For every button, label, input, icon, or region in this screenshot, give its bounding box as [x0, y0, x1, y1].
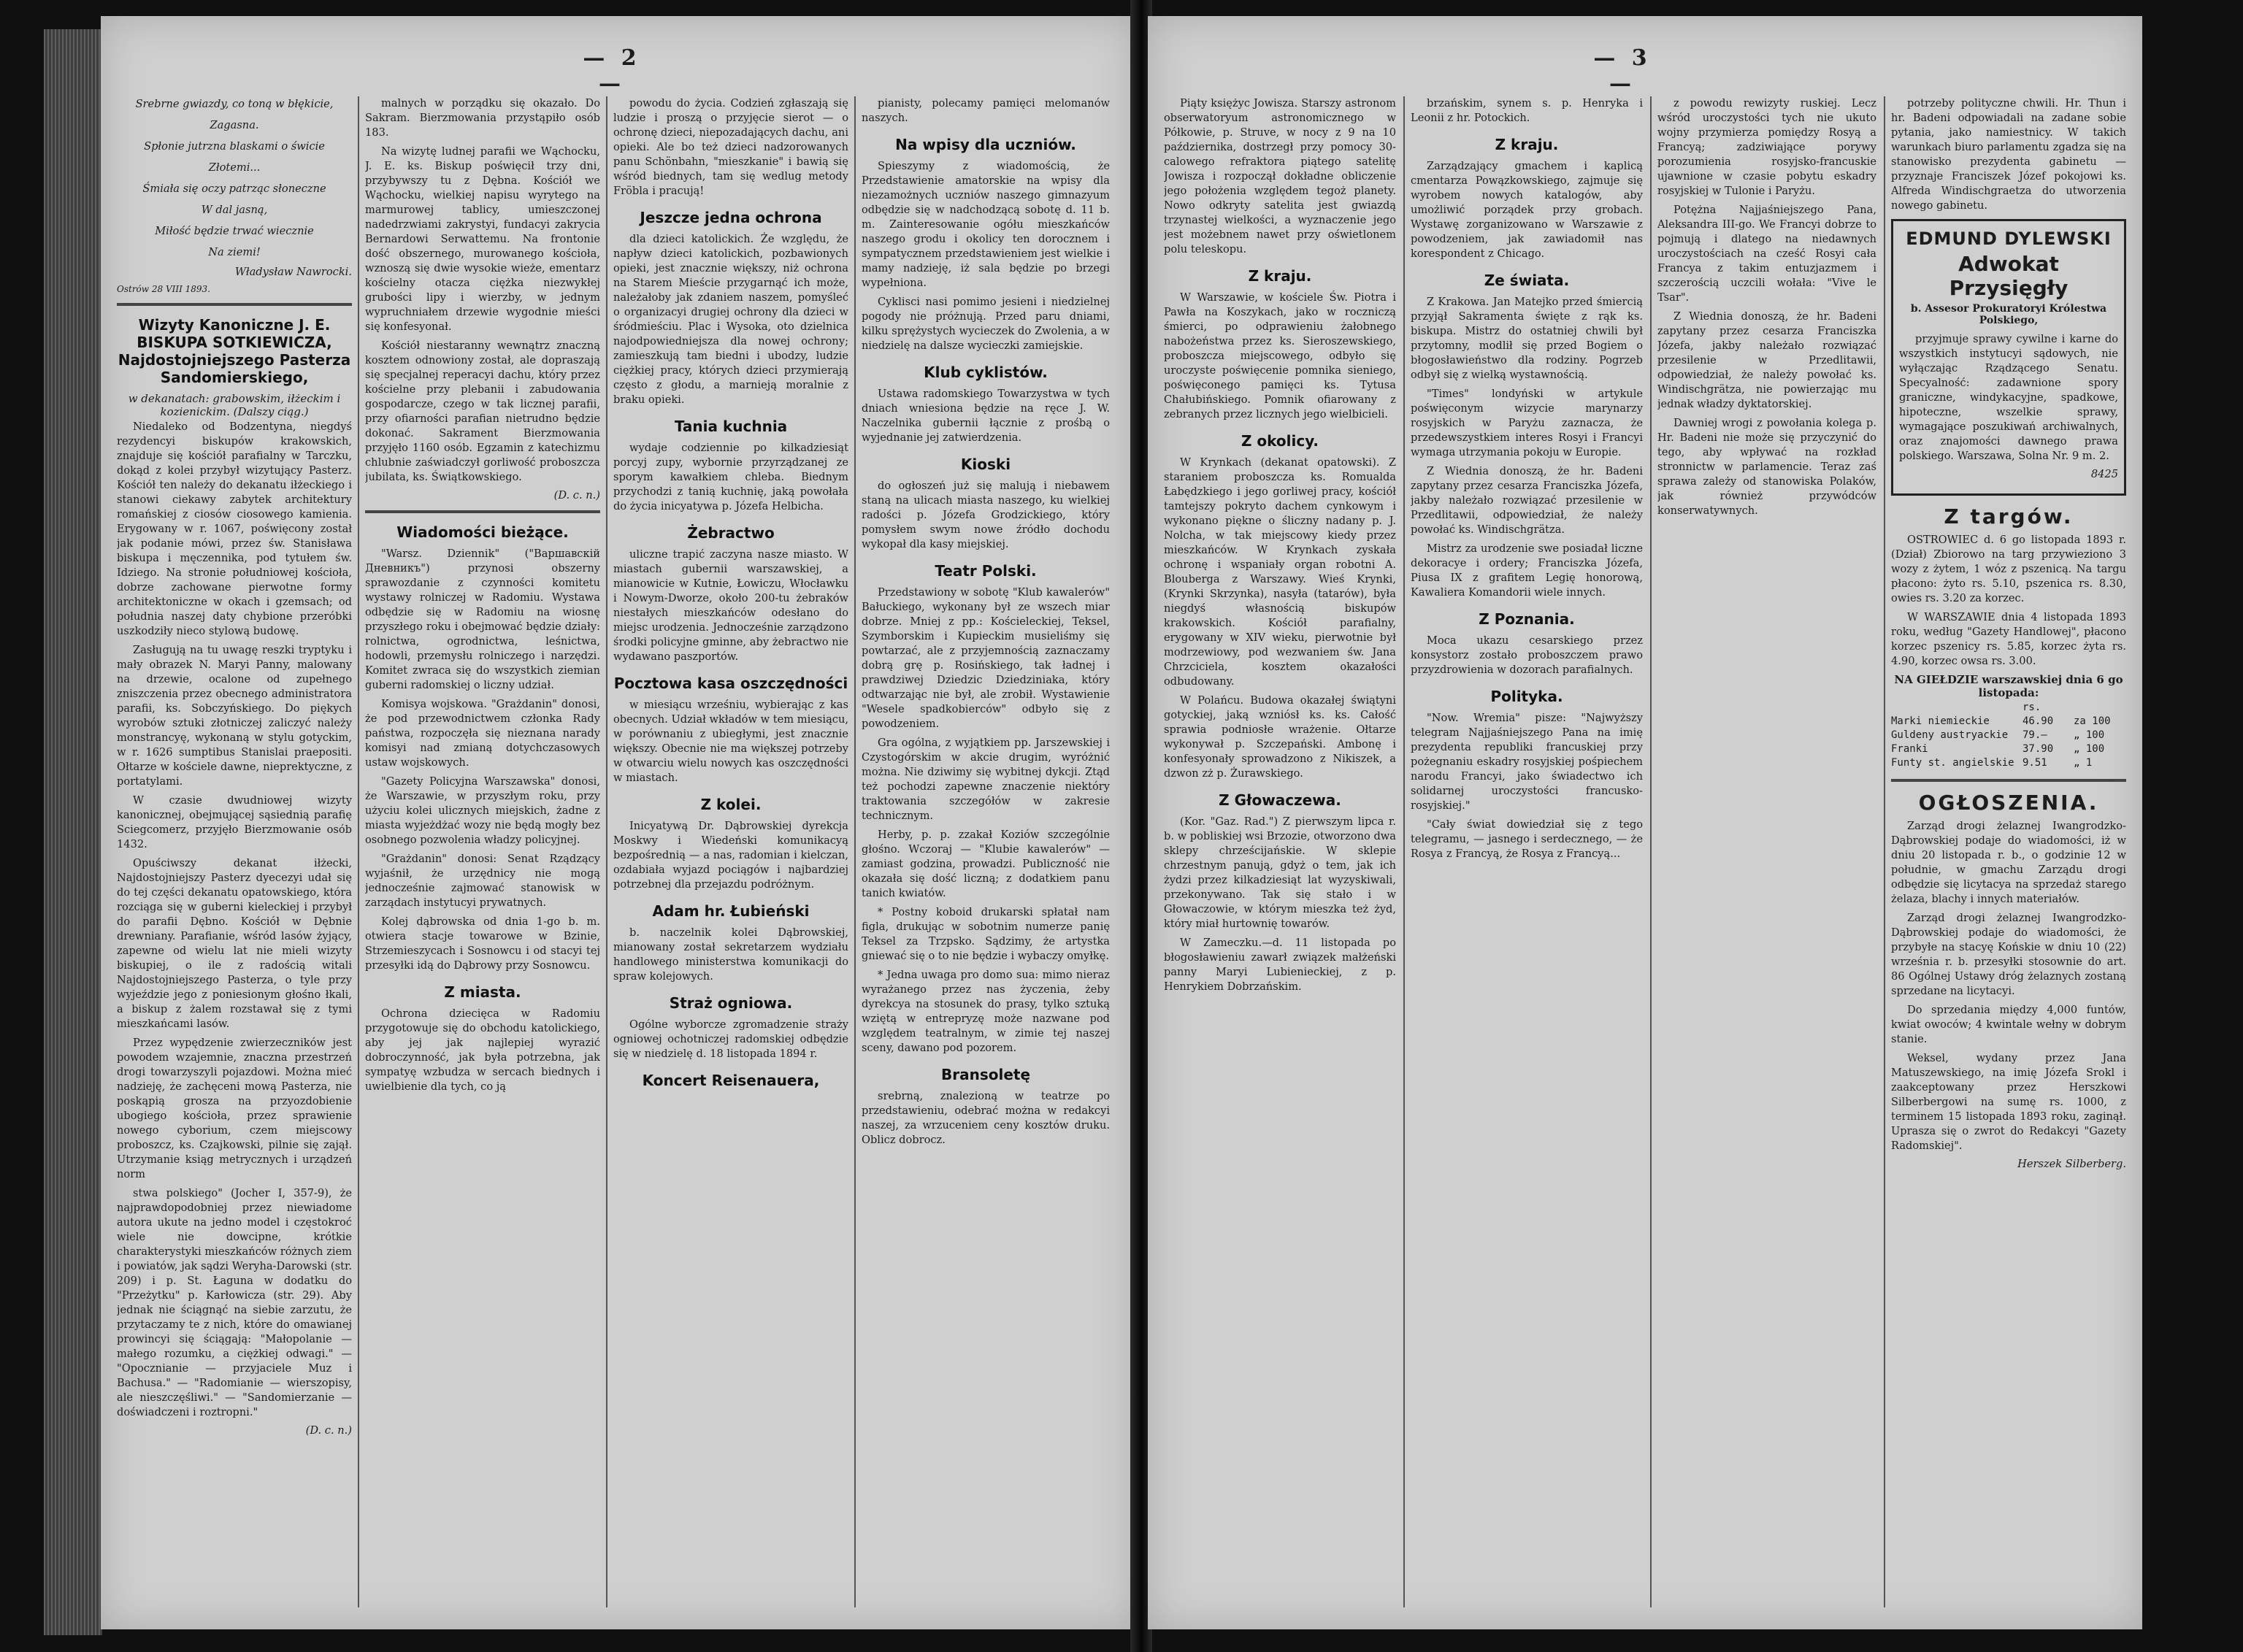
paragraph: Na wizytę ludnej parafii we Wąchocku, J. E. ks. Biskup poświęcił trzy dni, przybywszy tu z Dębna. Kościół we Wąchocku, wielkiej napisu wyrytego na marmurowej tablicy, umieszczonej nadedrzwiami zakrystyi, fundacyi zakrycia Bernardowi Serwattemu. Na frontonie dość obszernego, murowanego kościoła, wznoszą się dwie wysokie wieże, ementarz kościelny otacza ciężka niezwykłej grubości lipy i wierzby, w jednym wypruchniałem drzewie wygodnie mieści się konfesyonał. — [365, 145, 600, 333]
divider — [1891, 779, 2126, 782]
exchange-table — [1891, 701, 2126, 770]
exchange-cell: 79.— — [2022, 729, 2047, 741]
ad-text: przyjmuje sprawy cywilne i karne do wszystkich instytucyi sądowych, nie wyłączając Rządzącego Senatu. Specyalność: zadawnione spory graniczne, windykacyjne, spadkowe, hipoteczne, wszelkie sprawy, wymagające poszukiwań archiwalnych, oraz znajomości dawnego prawa polskiego. Warszawa, Solna Nr. 9 m. 2. — [1899, 333, 2118, 462]
politics-tail: potrzeby polityczne chwili. Hr. Thun i hr. Badeni odpowiadali na zadane sobie pytania, jako namiestnicy. W takich warunkach biuro parlamentu zgadza się na stanowisko prezydenta gabinetu — przyznaje Franciszek Józef pokojowi ks. Alfreda Windischgraetza do utworzenia nowego gabinetu. — [1891, 97, 2126, 212]
poem — [117, 96, 352, 260]
kitchen-heading: Tania kuchnia — [674, 418, 788, 435]
paragraph: Kolej dąbrowska od dnia 1-go b. m. otwiera stacje towarowe w Bzinie, Strzemieszycach i Sosnowcu i od stacyi tej przesyłki idą do Dąbrowy przy Sosnowcu. — [365, 915, 600, 972]
begging-heading: Żebractwo — [687, 524, 775, 542]
divider — [365, 510, 600, 513]
column-rule — [1884, 96, 1885, 1607]
col2-body — [365, 96, 600, 485]
col4-body — [862, 96, 1110, 126]
exchange-row — [1891, 701, 2126, 729]
divider — [117, 303, 352, 306]
markets-body — [1891, 533, 2126, 669]
paragraph: W Polańcu. Budowa okazałej świątyni gotyckiej, jaką wzniósł ks. ks. Całość sprawia podniosłe wrażenie. Ołtarze wykonywał p. Szczepański. Ambonę i konfesyonały sprowadzono z Nikiszek, a dzwon zż p. Żurawskiego. — [1164, 694, 1396, 780]
paragraph: Komisya wojskowa. "Grażdanin" donosi, że pod przewodnictwem członka Rady państwa, rozpoczęła się nieznana narady komisyi nad zmianą dotychczasowych ustaw wojskowych. — [365, 698, 600, 769]
world-heading: Ze świata. — [1484, 272, 1570, 289]
poem-author: Władysław Nawrocki. — [234, 266, 352, 278]
paragraph: Spieszymy z wiadomością, że Przedstawienie amatorskie na wpisy dla niezamożnych uczniów naszego gimnazyum odbędzie się w nadchodzącą sobotę d. 11 b. m. Zainteresowanie ogółu mieszkańców naszego grodu i okolicy ten dorocznem i sympatycznem przedstawieniem jest wielkie i mamy nadzieję, iż sala będzie po brzegi wypełniona. — [862, 160, 1110, 289]
begging-body — [613, 548, 848, 664]
paragraph: b. naczelnik kolei Dąbrowskiej, mianowany został sekretarzem wydziału handlowego ministerstwa komunikacji do spraw kolejowych. — [613, 926, 848, 983]
ad-title: Adwokat Przysięgły — [1949, 252, 2068, 300]
paragraph: Potężna Najjaśniejszego Pana, Aleksandra III-go. We Francyi dobrze to pojmują i dlatego na niedawnych uroczystościach na cześć Rosyi cała Francya z takim entuzjazmem i szczerością uczcili wołała: "Vive le Tsar". — [1657, 204, 1876, 304]
paragraph: "Times" londyński w artykule poświęconym wizycie marynarzy rosyjskich w Paryżu zaznacza, że przedewszystkiem interes Rosyi i Francyi wymaga utrzymania pokoju w Europie. — [1411, 388, 1643, 458]
orphanage-heading: Jeszcze jedna ochrona — [640, 209, 822, 226]
right-col-2 — [1411, 96, 1643, 1607]
exchange-cell: 37.90 — [2022, 743, 2054, 755]
left-page-number: — 2 — — [583, 45, 641, 96]
announcement: Zarząd drogi żelaznej Iwangrodzko-Dąbrowskiej podaje do wiadomości, że przybyłe na stacyę Końskie w dniu 10 (22) września r. b. przesyłki stosownie do art. 86 Ogólnej Ustawy dróg żelaznych zostaną sprzedane na licytacyi. — [1891, 912, 2126, 997]
kiosks-body — [862, 479, 1110, 552]
country2-body — [1411, 159, 1643, 261]
paragraph: "Now. Wremia" pisze: "Najwyższy telegram Najjaśniejszego Pana na imię prezydenta republiki francuskiej przy pożegnaniu eskadry rosyjskiej pośpiechem narodu Francyi, jako świadectwo ich solidarnej uroczystości francusko-rosyjskiej." — [1411, 712, 1643, 812]
poem-line: Śmiała się oczy patrząc słoneczne — [142, 183, 326, 195]
paragraph: "Gazety Policyjna Warszawska" donosi, że Warszawie, w przyszłym roku, przy użyciu kolei ulicznych miejskich, żadne z miasta wyjeżdżać wozy nie będą mogły bez osobnego pozwolenia władzy policyjnej. — [365, 775, 600, 846]
exchange-cell: Marki niemieckie — [1891, 715, 1990, 727]
students-body — [862, 159, 1110, 353]
glowaczew-body — [1164, 815, 1396, 994]
paragraph: Z Wiednia donoszą, że hr. Badeni zapytany przez cesarza Franciszka Józefa, jakby należało rozwiązać przesilenie w Przedlitawii, odpowiedział, że należy powołać ks. Windischgrätza. — [1411, 465, 1643, 536]
city-heading: Z miasta. — [444, 983, 521, 1001]
paragraph: W czasie dwudniowej wizyty kanonicznej, obejmującej sąsiednią parafię Sciegcomerz, przyjęło Bierzmowanie osób 1432. — [117, 794, 352, 850]
ad-subtitle: b. Assesor Prokuratoryi Królestwa Polskiego, — [1910, 303, 2107, 326]
exchange-cell: za 100 — [2074, 715, 2111, 727]
paragraph: w miesiącu wrześniu, wybierając z kas obecnych. Udział wkładów w tem miesiącu, w porównaniu z ubiegłymi, jest znacznie większy. Obecnie nie ma większej potrzeby w otwarciu wielu nowych kas oszczędności w miastach. — [613, 699, 848, 784]
lawyer-advertisement — [1891, 219, 2126, 496]
paragraph: dla dzieci katolickich. Że względu, że napływ dzieci katolickich, pozbawionych opieki, jest znacznie większy, niż ochrona na Starem Mieście przygarnąć ich może, należałoby jak zdaniem naszem, pomyśleć o organizacyi drugiej ochrony dla dzieci w śródmieściu. Plac i Wysoka, oto dzielnica najodpowiedniejsza dla nowej ochrony; zamieszkują tam biedni i ubodzy, ludzie ciężkiej pracy, których dzieci przymierają często z głodu, a marnieją moralnie z braku opieki. — [613, 233, 848, 406]
column-rule — [606, 96, 607, 1607]
paragraph: Zasługują na tu uwagę reszki tryptyku i mały obrazek N. Maryi Panny, malowany na drzewie, ocalone od zupełnego zniszczenia przez obecnego administratora parafii, ks. Sobczyńskiego. Do piękych wyrobów sztuki złotniczej zaliczyć należy monstrancyę, wykonaną w stylu gotyckim, w r. 1626 sumptibus Stanislai praepositi. Ołtarze w kościele dawne, nieprektyczne, z portatylami. — [117, 644, 352, 788]
paragraph: * Postny koboid drukarski spłatał nam figla, drukując w sobotnim numerze panię Teksel za Trzpsko. Sądzimy, że artystka gniewać się o to nie będzie i wybaczy omyłkę. — [862, 906, 1110, 962]
right-page-number: — 3 — — [1593, 45, 1652, 96]
paragraph: brzańskim, synem s. p. Henryka i Leonii z hr. Potockich. — [1411, 97, 1643, 124]
cyclists-heading: Klub cyklistów. — [924, 364, 1048, 381]
savings-heading: Pocztowa kasa oszczędności — [613, 675, 848, 692]
exchange-cell: Guldeny austryackie — [1891, 729, 2009, 741]
ad-name: EDMUND DYLEWSKI — [1906, 228, 2112, 249]
theatre-heading: Teatr Polski. — [935, 562, 1037, 580]
students-heading: Na wpisy dla uczniów. — [895, 136, 1076, 153]
poem-line: Srebrne gwiazdy, co toną w błękicie, — [135, 98, 334, 110]
paragraph: OSTROWIEC d. 6 go listopada 1893 r. (Dział) Zbiorowo na targ przywieziono 3 wozy z żytem, 1 wóz z pszenicą. Na targu płacono: żyto rs. 5.10, pszenica rs. 8.30, owies rs. 3.20 za korzec. — [1891, 534, 2126, 604]
left-col-1 — [117, 96, 352, 1607]
paragraph: Cyklisci nasi pomimo jesieni i niedzielnej pogody nie próżnują. Przed paru dniami, kilku sprężystych wycieczek do Zwolenia, a w niedzielę na dalsze wycieczki zamiejskie. — [862, 296, 1110, 352]
left-col-4 — [862, 96, 1110, 1607]
paragraph: "Warsz. Dziennik" ("Варшавскій Дневникъ") przynosi obszerny sprawozdanie z czynności komitetu wystawy rolniczej w Radomiu. Wystawa odbędzie się w Radomiu na wiosnę przyszłego roku i obejmować będzie działy: rolnictwa, ogrodnictwa, leśnictwa, hodowli, przemysłu rolniczego i narzędzi. Komitet zwraca się do wszystkich ziemian guberni radomskiej o liczny udział. — [365, 548, 600, 691]
exchange-cell: 9.51 — [2022, 757, 2047, 769]
paragraph: Ustawa radomskiego Towarzystwa w tych dniach wniesiona będzie na ręce J. W. Naczelnika gubernii łącznie z prośbą o wyjednanie jej zatwierdzenia. — [862, 388, 1110, 444]
region-heading: Z okolicy. — [1241, 432, 1319, 450]
paragraph: powodu do życia. Codzień zgłaszają się ludzie i proszą o przyjęcie sierot — o ochronę dzieci, niepozadających dachu, ani opieki. Ale bo też dzieci nadzorowanych panu Schönbahn, "mieszkanie" i bawią się wśród biednych, tam się wedlug metody Fröbla i pracują! — [613, 97, 848, 197]
city-body — [365, 1007, 600, 1094]
paragraph: Opuściwszy dekanat iłżecki, Najdostojniejszy Pasterz dyecezyi udał się do tej części dekanatu opatowskiego, która rozciąga się w guberni kieleckiej i przybył do parafii Dębno. Kościół w Dębnie drewniany. Parafianie, wśród lasów żyjący, zapewne od wielu lat nie mieli wizyty biskupiej, o ile z radością witali Najdostojniejszego Pasterza, o tyle przy wyjeździe jego z poniesionym głośno łkali, a biskup z żalem rozstawał się z tymi mieszkańcami lasów. — [117, 857, 352, 1030]
kiosks-heading: Kioski — [960, 456, 1011, 473]
announcement: Zarząd drogi żelaznej Iwangrodzko-Dąbrowskiej podaje do wiadomości, iż w dniu 20 listopada r. b., o godzinie 12 w południe, w gmachu Zarządu drogi odbędzie się licytacya na sprzedaż starego żelaza, blachy i innych materiałów. — [1891, 820, 2126, 905]
paragraph: Z Krakowa. Jan Matejko przed śmiercią przyjął Sakramenta święte z rąk ks. biskupa. Mistrz do ostatniej chwili był przytomny, modlił się przed Bogiem o błogosławieństwo dla rodziny. Pogrzeb odbył się z wielką wystawnością. — [1411, 296, 1643, 381]
world-body — [1411, 295, 1643, 600]
announcements-heading: OGŁOSZENIA. — [1918, 791, 2099, 815]
paragraph: (Kor. "Gaz. Rad.") Z pierwszym lipca r. b. w pobliskiej wsi Brzozie, otworzono dwa sklepy chrześcijańskie. W sklepie chrzestnym panują, gdyż o tem, jak ich żydzi przez kilkadziesiąt lat wyzyskiwali, przekonywano. Tak się stało i w Głowaczowie, w którym mieszka też żyd, który miał hurtownię towarów. — [1164, 815, 1396, 930]
paragraph: do ogłoszeń już się malują i niebawem staną na ulicach miasta naszego, ku wielkiej radości p. Józefa Grodzickiego, który pomysłem swym nowe źródło dochodu wykopał dla kasy miejskiej. — [862, 480, 1110, 550]
column-rule — [1403, 96, 1405, 1607]
markets-heading: Z targów. — [1944, 504, 2074, 529]
poem-line: Miłość będzie trwać wiecznie — [155, 225, 314, 237]
paragraph: W WARSZAWIE dnia 4 listopada 1893 roku, według "Gazety Handlowej", płacono korzec pszenicy rs. 5.85, korzec żyta rs. 4.90, korzec owsa rs. 3.00. — [1891, 611, 2126, 667]
concert-heading: Koncert Reisenauera, — [642, 1072, 820, 1089]
paragraph: Przez wypędzenie zwierzeczników jest powodem wzajemnie, znaczna przestrzeń drogi towarzyszyli pojazdowi. Można mieć nadzieję, że zachęceni mową Pasterza, nie poskąpią grosza na przyozdobienie ubogiego kościoła, przez sprawienie nowego cyborium, czem miejscowy proboszcz, ks. Czajkowski, pilnie się zajął. Utrzymanie ksiąg metrycznych i urządzeń norm — [117, 1037, 352, 1180]
paragraph: Herby, p. p. zzakał Koziów szczególnie głośno. Wczoraj — "Klubie kawalerów" — zamiast godzina, prowadzi. Publiczność nie okazała się dość liczną; z dodatkiem panu tanich kwiatów. — [862, 829, 1110, 899]
right-page — [1148, 16, 2142, 1629]
paragraph: W Krynkach (dekanat opatowski). Z staraniem proboszcza ks. Romualda Łabędzkiego i jego gorliwej pracy, kościół tamtejszy pokryto dachem cynkowym i wykonano piękne o śliczny nadany p. J. Nolcha, w tak miejscowy kiedy przez mieszkańców. W Krynkach zyskała ochronę i wspaniały organ robotni A. Blouberga z Warszawy. Wieś Krynki, (Krynki Skrzynka), nasyła (tatarów), była niegdyś własnością biskupów krakowskich. Kościół parafialny, erygowany w XIV wieku, pierwotnie był modrzewiowy, pod wezwaniem św. Jana Chrzciciela, kosztem okazałości odbudowany. — [1164, 456, 1396, 688]
continued-mark-2: (D. c. n.) — [553, 489, 600, 502]
paragraph: Mistrz za urodzenie swe posiadał liczne dekoracye i ordery; Franciszka Józefa, Piusa IX z grafitem Legię honorową, Kawaliera Komandorii wiele innych. — [1411, 542, 1643, 599]
paragraph: W Warszawie, w kościele Św. Piotra i Pawła na Koszykach, jako w roczniczą śmierci, po odprawieniu żałobnego nabożeństwa przez ks. Sieroszewskiego, proboszcza miejscowego, odbyło się uroczyste poświęcenie pomnika sieniego, poświęconego pamięci ks. Tytusa Chałubińskiego. Pomnik ofiarowany z zebranych przez licznych jego wielbicieli. — [1164, 291, 1396, 420]
ad-code: 8425 — [2090, 468, 2118, 480]
page-stack-edge — [44, 29, 102, 1635]
poem-line: Złotemi... — [208, 161, 261, 174]
railway-body — [613, 819, 848, 892]
country2-heading: Z kraju. — [1495, 136, 1559, 153]
paragraph: pianisty, polecamy pamięci melomanów naszych. — [862, 97, 1110, 124]
visitation-sub: w dekanatach: grabowskim, iłżeckim i kozienickim. (Dalszy ciąg.) — [128, 392, 341, 418]
exchange-cell: rs. 46.90 — [2022, 702, 2054, 727]
paragraph: W Zameczku.—d. 11 listopada po błogosławieniu zawarł związek małżeński panny Maryi Lubienieckiej, z p. Henrykiem Dobrzańskim. — [1164, 937, 1396, 993]
cyclists-body — [862, 387, 1110, 445]
lubienski-heading: Adam hr. Łubieński — [652, 902, 810, 920]
exchange-heading: NA GIEŁDZIE warszawskiej dnia 6 go listopada: — [1894, 673, 2123, 699]
paragraph: Piąty księżyc Jowisza. Starszy astronom obserwatoryum astronomicznego w Półkowie, p. Struve, w nocy z 9 na 10 października, dostrzegł przy pomocy 30-calowego refraktora piątego satelitę Jowisza i rozpoczął dokładne obliczenie jego położenia względem tegoż planety. Nowo odkryty satelita jest gwiazdą trzynastej wielkości, a wyznaczenie jego jest możebnem nawet przy oświetlonem polu teleskopu. — [1164, 97, 1396, 256]
paragraph: wydaje codziennie po kilkadziesiąt porcyj zupy, wybornie przyrządzanej ze sporym kawałkiem chleba. Biednym przychodzi z tanią kuchnię, jaką powołała do życia inicyatywa p. Józefa Helbicha. — [613, 442, 848, 512]
bracelet-body — [862, 1089, 1110, 1148]
paragraph: malnych w porządku się okazało. Do Sakram. Bierzmowania przystąpiło osób 183. — [365, 97, 600, 139]
column-rule — [1650, 96, 1652, 1607]
paragraph: "Cały świat dowiedział się z tego telegramu, — jasnego i serdecznego, — że Rosya z Francyą, że Rosya z Francyą... — [1411, 818, 1643, 860]
exchange-row — [1891, 742, 2126, 756]
left-col-3 — [613, 96, 848, 1607]
exchange-cell: „ 100 — [2074, 743, 2105, 755]
jupiter-body — [1164, 96, 1396, 257]
exchange-row — [1891, 756, 2126, 770]
left-col-2 — [365, 96, 600, 1607]
politics-body — [1411, 711, 1643, 861]
exchange-row — [1891, 729, 2126, 742]
railway-heading: Z kolei. — [700, 796, 762, 813]
announcement-signature: Herszek Silberberg. — [2017, 1158, 2126, 1170]
visitation-heading: Wizyty Kanoniczne J. E. BISKUPA SOTKIEWICZA, Najdostojniejszego Pasterza Sandomierskiego, — [118, 316, 351, 386]
paragraph: uliczne trapić zaczyna nasze miasto. W miastach gubernii warszawskiej, a mianowicie w Kutnie, Łowiczu, Włocławku i Nowym-Dworze, około 200-tu żebraków niestałych mieszkańców odesłano do miejsc urodzenia. Jednocześnie zarządzono środki policyjne gminne, aby żebractwo nie wydawano paszportów. — [613, 548, 848, 663]
paragraph: Moca ukazu cesarskiego przez konsystorz zostało proboszczem prawo przyzdrowienia w dozorach parafialnych. — [1411, 634, 1643, 676]
country-body — [1164, 291, 1396, 422]
glowaczew-heading: Z Głowaczewa. — [1219, 791, 1341, 809]
paragraph: "Grażdanin" donosi: Senat Rządzący wyjaśnił, że urzędnicy nie mogą jednocześnie zajmować stanowisk w zarządach instytucyi prywatnych. — [365, 853, 600, 909]
right-col-4 — [1891, 96, 2126, 1607]
poem-line: Na ziemi! — [208, 246, 261, 258]
region-body — [1164, 456, 1396, 781]
exchange-cell: „ 1 — [2074, 757, 2093, 769]
announcements-body — [1891, 819, 2126, 1153]
paragraph: srebrną, znalezioną w teatrze po przedstawieniu, odebrać można w redakcyi naszej, za wrzuceniem ceny kosztów druku. Oblicz dobrocz. — [862, 1090, 1110, 1146]
poznan-body — [1411, 634, 1643, 677]
paragraph: Gra ogólna, z wyjątkiem pp. Jarszewskiej i Czystogórskim w akcie drugim, wyróżnić można. Nie dziwimy się wybitnej dykcji. Ztąd też pochodzi zapewne znaczenie niektóry traktowania szczegółów w zakresie technicznym. — [862, 737, 1110, 822]
exchange-cell: Franki — [1891, 743, 1928, 755]
exchange-cell: „ 100 — [2074, 729, 2105, 741]
paragraph: Niedaleko od Bodzentyna, niegdyś rezydencyi biskupów krakowskich, znajduje się kościół parafialny w Tarczku, dokąd z kolei przybył wizytujący Pasterz. Kościół ten należy do dekanatu iłżeckiego i stanowi ciekawy zabytek architektury romańskiej z ciosów ciosowego kamienia. Erygowany w r. 1067, poświęcony został jak podanie mówi, przez św. Stanisława biskupa i męczennika, pod tytułem św. Idziego. Na stronie południowej kościoła, dobrze zachowane pierwotne formy architektoniczne w okach i gzemsach; od południa naszej daty chybione przeróbki uszkodziły nieco stylową budowę. — [117, 420, 352, 637]
paragraph: * Jedna uwaga pro domo sua: mimo nieraz wyrażanego przez nas życzenia, żeby dyrekcya na stosunek do prasy, tylko sztuką wziętą w entrepryzę może nazwane pod względem teatralnym, w zimie tej naszej sceny, dawano pod pozorem. — [862, 969, 1110, 1054]
news-heading: Wiadomości bieżące. — [396, 523, 569, 541]
firebrigade-heading: Straż ogniowa. — [669, 994, 793, 1012]
poem-date: Ostrów 28 VIII 1893. — [117, 284, 211, 294]
bracelet-heading: Bransoletę — [940, 1066, 1031, 1083]
paragraph: Przedstawiony w sobotę "Klub kawalerów" Bałuckiego, wykonany był ze wszech miar dobrze. Mniej z pp.: Kościeleckiej, Teksel, Szymborskim i Kupieckim musieliśmy się powtarzać, ale z przyjemnością zaznaczamy dobrą grę p. Rosińskiego, tak ładnej i prawdziwej Dziedzic Dziedziniaka, który odtwarzając nie był, ale zrobił. Wystawienie "Wesele spadkobierców" odbyło się z powodzeniem. — [862, 586, 1110, 730]
paragraph: Dawniej wrogi z powołania kolega p. Hr. Badeni nie może się przyczynić do tego, aby wpływać na rozkład stronnictw w parlamencie. Teraz zaś sprawa zależy od stanowiska Polaków, jak również przywódców konserwatywnych. — [1657, 417, 1876, 517]
paragraph: Z Wiednia donoszą, że hr. Badeni zapytany przez cesarza Franciszka Józefa, jakby należało rozwiązać przesilenie w Przedlitawii, odpowiedział, że należy powołać ks. Windischgrätza, nie powierzając mu jednak władzy dyktatorskiej. — [1657, 310, 1876, 410]
paragraph: Kościół niestaranny wewnątrz znaczną kosztem odnowiony został, ale dopraszają się specjalnej reperacyi dachu, który przez kościelne przy plebanii i zabudowania gospodarcze, czego w tak licznej parafii, przy ofiarności parafian nietrudno będzie dokonać. Sakrament Bierzmowania przyjęło 1160 osób. Egzamin z katechizmu chlubnie zaświadczył gorliwość proboszcza jubilata, ks. Świątkowskiego. — [365, 339, 600, 483]
poem-line: Spłonie jutrzna blaskami o świcie — [144, 140, 325, 153]
news-body — [365, 547, 600, 973]
column-rule — [358, 96, 359, 1607]
politics-heading: Polityka. — [1490, 688, 1563, 705]
firebrigade-body — [613, 1018, 848, 1061]
paragraph: Zarządzający gmachem i kaplicą cmentarza Powązkowskiego, zajmuje się wyrobem nowych katalogów, aby umożliwić porządek przy grobach. Wystawę zorganizowano w Warszawie z powodzeniem, jak zawiadomił nas korespondent z Chicago. — [1411, 160, 1643, 260]
announcement: Weksel, wydany przez Jana Matuszewskiego, na imię Józefa Srokl i zaakceptowany przez Herszkowi Silberbergowi na sumę rs. 1000, z terminem 15 listopada 1893 roku, zaginął. Uprasza się o zwrot do Redakcyi "Gazety Radomskiej". — [1891, 1052, 2126, 1152]
right-col-1 — [1164, 96, 1396, 1607]
country-heading: Z kraju. — [1248, 267, 1312, 285]
paragraph: z powodu rewizyty ruskiej. Lecz wśród uroczystości tych nie ukuto wojny przymierza pomiędzy Rosyą a Francyą; zadziwiające porywy porozumienia rosyjsko-francuskie ujawnione w czasie pobytu eskadry rosyjskiej w Tulonie i Paryżu. — [1657, 97, 1876, 197]
visitation-body — [117, 420, 352, 1420]
kitchen-body — [613, 441, 848, 514]
paragraph: stwa polskiego" (Jocher I, 357-9), że najprawdopodobniej przez niewiadome autora ukute na jedno model i częstokroć wiele nie dowcipne, krótkie charakterystyki mieszkańców różnych ziem i powiatów, jak sądzi Weryha-Darowski (str. 209) i p. St. Łaguna w dodatku do "Przeżytku" p. Karłowicza (str. 29). Aby jednak nie ściągnąć na siebie zarzutu, że przytaczamy te z nich, które do omawianej prowincyi się ściągają: "Małopolanie — małego rozumku, a ciężkiej odwagi." — "Opocznianie — przyjaciele Muz i Bachusa." — "Radomianie — wierszopisy, ale nieszczęśliwi." — "Sandomierzanie — doświadczeni i roztropni." — [117, 1187, 352, 1418]
paragraph: Ochrona dziecięca w Radomiu przygotowuje się do obchodu katolickiego, aby jej jak najlepiej wyrazić dobroczynność, jak była potrzebna, jak sympatyę wzbudza w sercach biednych i uwielbienie dla tych, co ją — [365, 1007, 600, 1093]
poznan-heading: Z Poznania. — [1479, 610, 1575, 628]
continued-mark: (D. c. n.) — [305, 1424, 352, 1437]
paragraph: Ogólne wyborcze zgromadzenie straży ogniowej ochotniczej radomskiej odbędzie się w niedzielę d. 18 listopada 1894 r. — [613, 1018, 848, 1060]
poem-line: Zagasna. — [210, 119, 259, 131]
col3-body — [1657, 96, 1876, 518]
left-page — [101, 16, 1136, 1629]
lubienski-body — [613, 926, 848, 984]
savings-body — [613, 698, 848, 785]
column-rule — [854, 96, 856, 1607]
poem-line: W dal jasną, — [201, 204, 268, 216]
col3-body — [613, 96, 848, 199]
orphanage-body — [613, 232, 848, 407]
theatre-body — [862, 585, 1110, 1056]
paragraph: Inicyatywą Dr. Dąbrowskiej dyrekcja Moskwy i Wiedeński komunikacyą bezpośrednią — a nas, radomian i kielczan, ozdabiała wyjazd pociągów i najbardziej potrzebnej dla przejazdu podróżnym. — [613, 820, 848, 891]
announcement: Do sprzedania między 4,000 funtów, kwiat owoców; 4 kwintale wełny w dobrym stanie. — [1891, 1004, 2126, 1045]
right-col-3 — [1657, 96, 1876, 1607]
col2-body — [1411, 96, 1643, 126]
exchange-cell: Funty st. angielskie — [1891, 757, 2014, 769]
